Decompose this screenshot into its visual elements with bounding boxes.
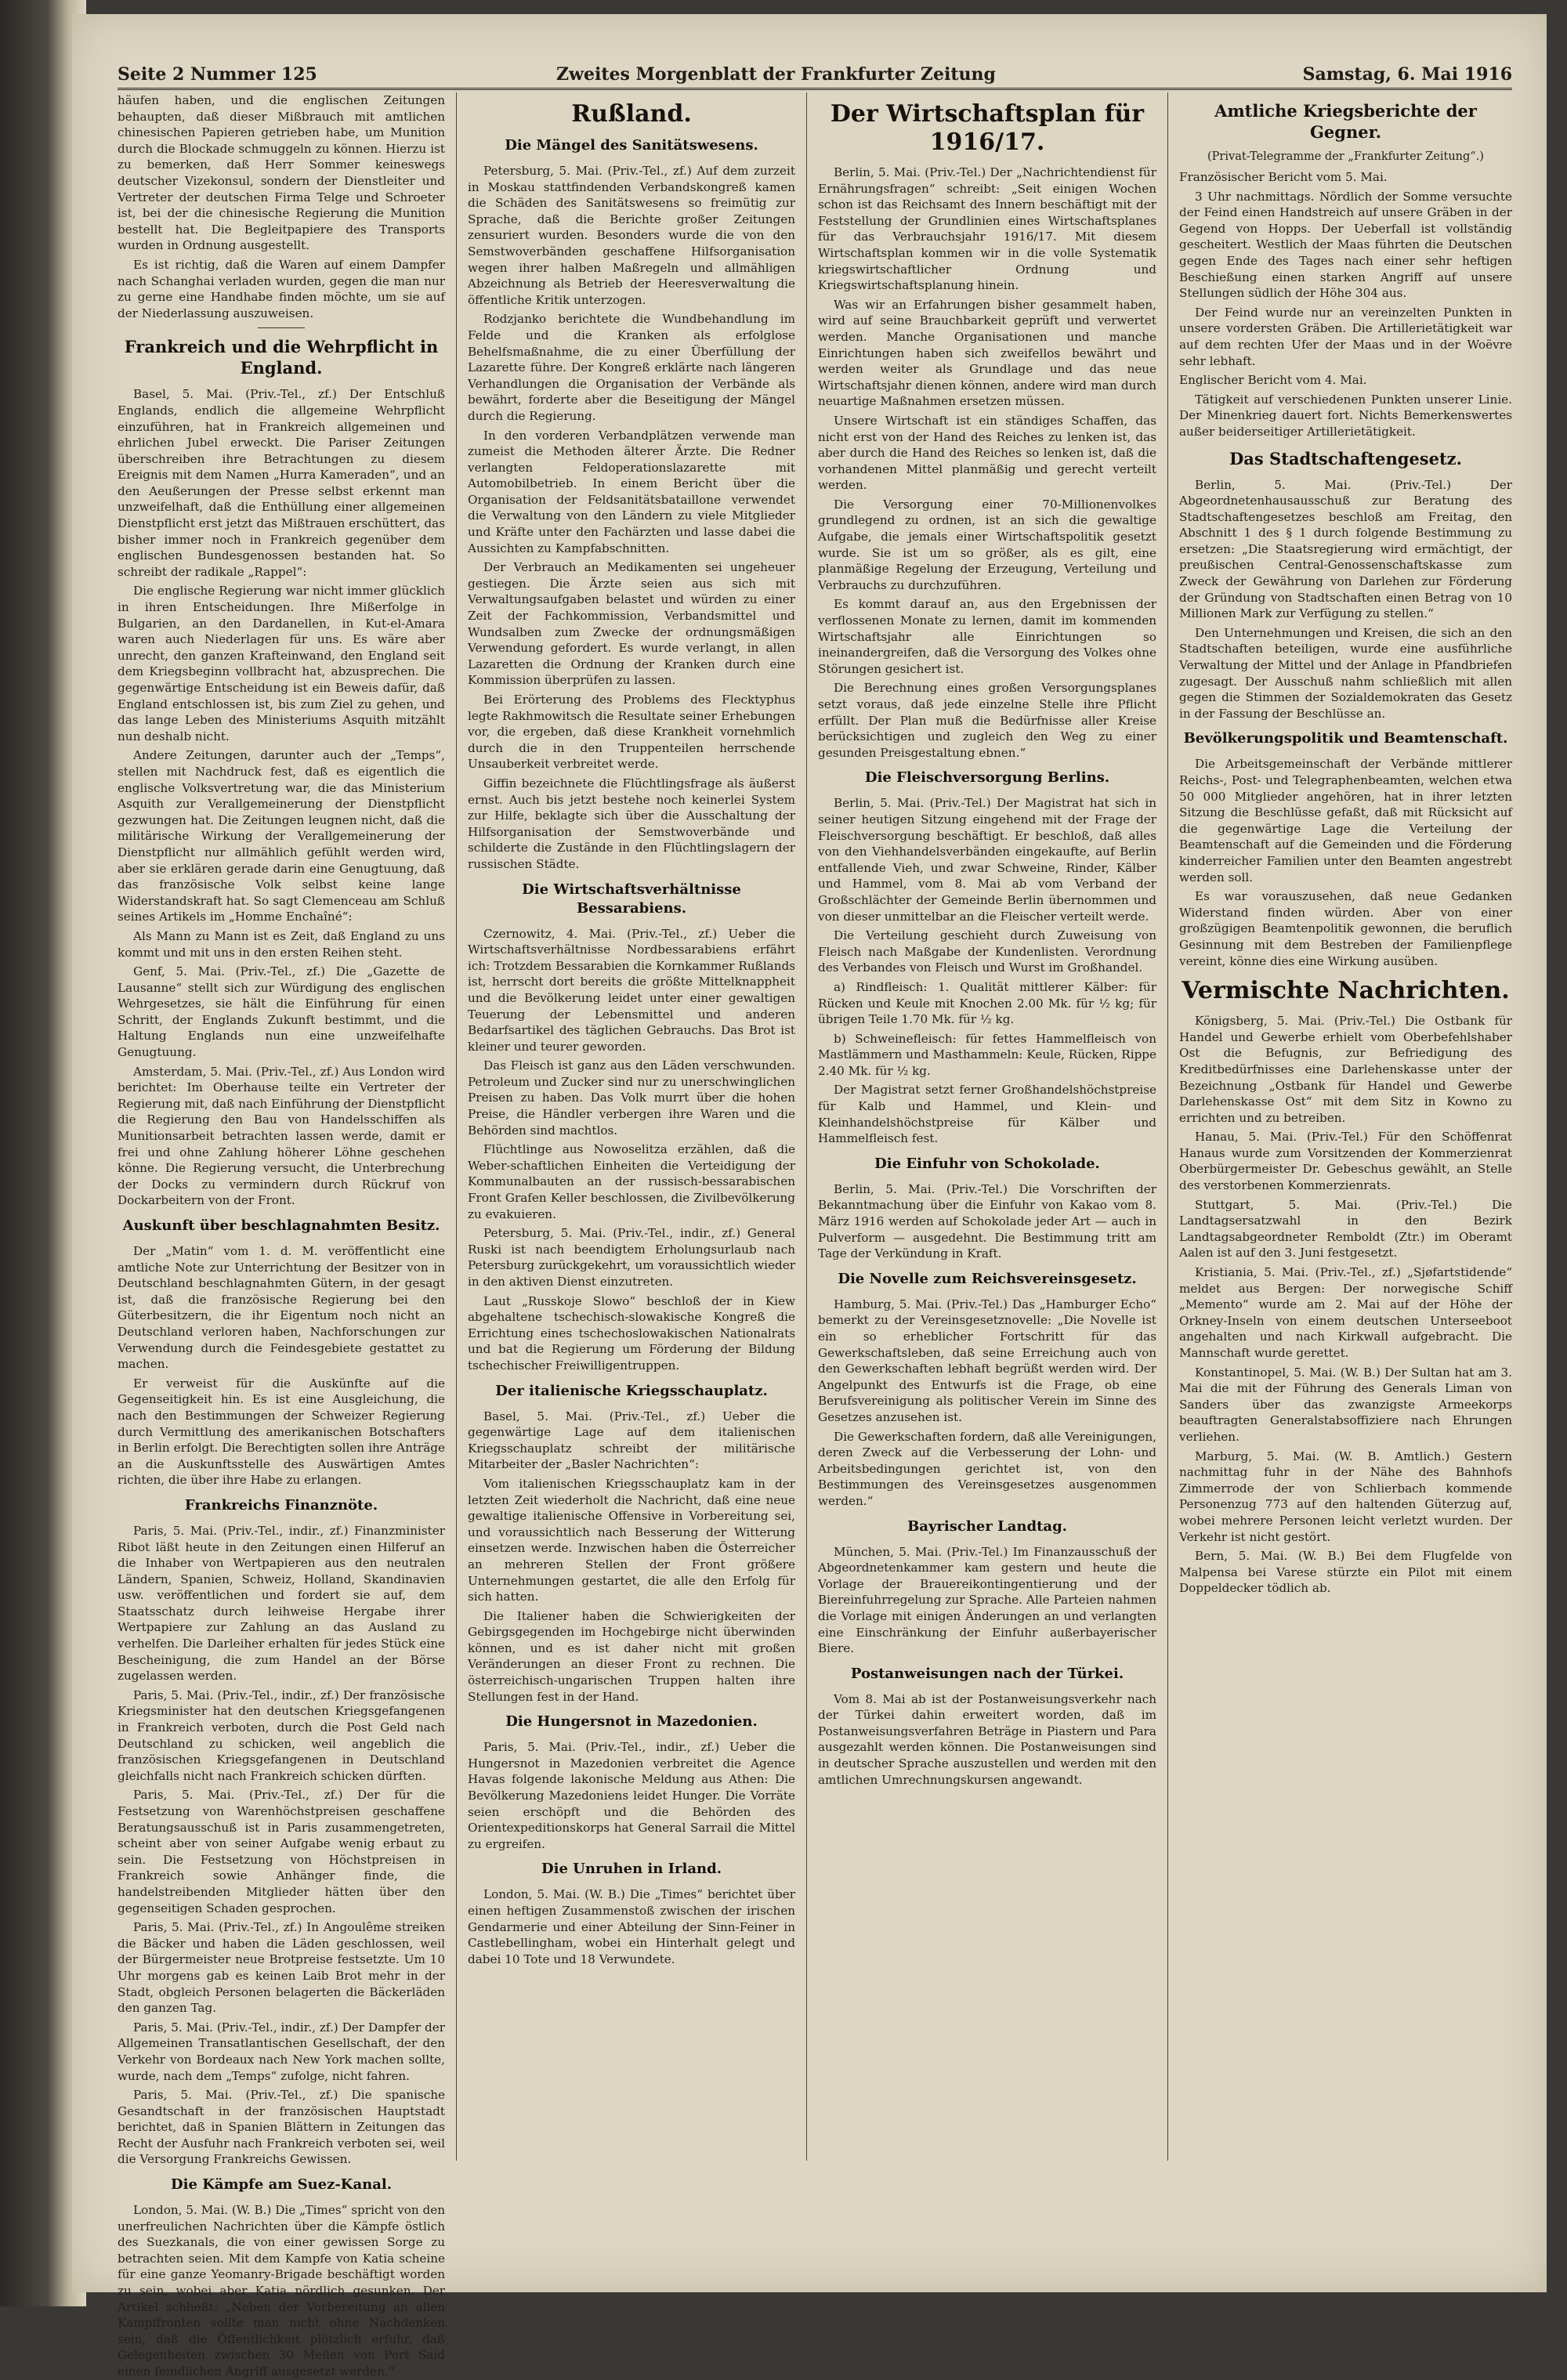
article-paragraph: a) Rindfleisch: 1. Qualität mittlerer Kälber: für Rücken und Keule mit Knochen 2.00 Mk. für ½ kg; für übrigen Teile 1.70 Mk. für ½ kg. xyxy=(818,979,1156,1027)
article-paragraph: b) Schweinefleisch: für fettes Hammelfleisch von Mastlämmern und Masthammeln: Keule, Rücken, Rippe 2.40 Mk. für ½ kg. xyxy=(818,1031,1156,1078)
article-paragraph: Hamburg, 5. Mai. (Priv.-Tel.) Das „Hamburger Echo“ bemerkt zu der Vereinsgesetznovelle: „Die Novelle ist ein so erheblicher Fortschritt für das Gewerkschaftsleben, daß seine Erreichung auch von den Gewerkschaften lebhaft begrüßt werden wird. Der Angelpunkt des Entwurfs ist die Frage, ob eine Berufsvereinigung als politischer Verein im Sinne des Gesetzes anzusehen ist. xyxy=(818,1297,1156,1424)
article-headline: Frankreichs Finanznöte. xyxy=(184,1496,378,1514)
article-paragraph: Die englische Regierung war nicht immer glücklich in ihren Entscheidungen. Ihre Mißerfolge in Bulgarien, an den Dardanellen, in Kut-el-Amara waren auch Niederlagen für uns. Es wäre aber unrecht, den ganzen Krafteinwand, den England seit dem Kriegsbeginn vollbracht hat, abzusprechen. Die gegenwärtige Entscheidung ist ein Beweis dafür, daß England entschlossen ist, bis zum Ziel zu gehen, und das lange Leben des Ministeriums Asquith mitzählt nun deshalb nicht. xyxy=(118,584,445,743)
article-paragraph: Giffin bezeichnete die Flüchtlingsfrage als äußerst ernst. Auch bis jetzt bestehe noch keinerlei System zur Hilfe, beklagte sich über die Ausschaltung der Hilfsorganisation der Semstwoverbände und schilderte die Zustände in den Flüchtlingslagern der russischen Städte. xyxy=(468,776,795,871)
article-paragraph: Es kommt darauf an, aus den Ergebnissen der verflossenen Monate zu lernen, damit im kommenden Wirtschaftsjahr alle Einrichtungen so ineinandergreifen, daß die Versorgung des Volkes ohne Störungen gesichert ist. xyxy=(818,597,1156,676)
article-paragraph: Flüchtlinge aus Nowoselitza erzählen, daß die Weber-schaftlichen Einheiten die Verteidigung der Kommunalbauten an der russisch-bessarabischen Front Grafen Keller beschlossen, die Zivilbevölkerung zu evakuieren. xyxy=(468,1142,795,1221)
article-paragraph: Vom italienischen Kriegsschauplatz kam in der letzten Zeit wiederholt die Nachricht, daß eine neue gewaltige italienische Offensive in Vorbereitung sei, und voraussichtlich nach Besserung der Witterung einsetzen werde. Inzwischen haben die Österreicher an mehreren Stellen der Front größere Unternehmungen gestartet, die alle den Erfolg für sich hatten. xyxy=(468,1476,795,1604)
article-paragraph: Die Gewerkschaften fordern, daß alle Vereinigungen, deren Zweck auf die Verbesserung der Lohn- und Arbeitsbedingungen gerichtet ist, von den Bestimmungen des Vereinsgesetzes ausgenommen werden.“ xyxy=(818,1429,1156,1508)
article-paragraph: häufen haben, und die englischen Zeitungen behaupten, daß dieser Mißbrauch mit amtlichen chinesischen Papieren getrieben habe, um Munition durch die Blockade schmuggeln zu können. Hierzu ist zu bemerken, daß Herr Sommer keineswegs deutscher Vizekonsul, sondern der Dienstleiter und Vertreter der deutschen Firma Telge und Schroeter ist, bei der die chinesische Regierung die Munition bestellt hat. Die Begleitpapiere des Transports wurden in Ordnung ausgestellt. xyxy=(118,93,445,253)
section-headline: Vermischte Nachrichten. xyxy=(1182,977,1510,1005)
article-paragraph: Die Italiener haben die Schwierigkeiten der Gebirgsgegenden im Hochgebirge nicht überwinden können, und es ist daher nicht mit großen Veränderungen an dieser Front zu rechnen. Die österreichisch-ungarischen Truppen halten ihre Stellungen fest in der Hand. xyxy=(468,1608,795,1704)
article-paragraph: Kristiania, 5. Mai. (Priv.-Tel., zf.) „Sjøfartstidende“ meldet aus Bergen: Der norwegische Schiff „Memento“ wurde am 2. Mai auf der Höhe der Orkney-Inseln von einem deutschen Unterseeboot angehalten und nach Kirkwall aufgebracht. Die Mannschaft wurde gerettet. xyxy=(1179,1265,1512,1360)
article-paragraph: Königsberg, 5. Mai. (Priv.-Tel.) Die Ostbank für Handel und Gewerbe erhielt vom Oberbefehlshaber Ost die Befugnis, zur Befriedigung des Kreditbedürfnisses eine Darlehenskasse unter der Bezeichnung „Ostbank für Handel und Gewerbe Darlehenskasse Ost“ mit dem Sitz in Kowno zu errichten und zu betreiben. xyxy=(1179,1014,1512,1125)
article-paragraph: Paris, 5. Mai. (Priv.-Tel., indir., zf.) Der französische Kriegsminister hat den deutschen Kriegsgefangenen in Frankreich verboten, durch die Post Geld nach Deutschland zu schicken, weil angeblich die französischen Kriegsgefangenen in Deutschland gleichfalls nicht nach Frankreich schicken dürften. xyxy=(118,1687,445,1783)
article-paragraph: Paris, 5. Mai. (Priv.-Tel., zf.) Die spanische Gesandtschaft in der französischen Hauptstadt berichtet, daß in Spanien Blättern in Zeitungen das Recht der Ausfuhr nach Frankreich verboten sei, weil die Versorgung Frankreichs Gewissen. xyxy=(118,2088,445,2167)
article-headline: Auskunft über beschlagnahmten Besitz. xyxy=(122,1217,440,1234)
article-paragraph: Der Magistrat setzt ferner Großhandelshöchstpreise für Kalb und Hammel, und Klein- und Kleinhandelshöchstpreise für Kälber und Hammelfleisch fest. xyxy=(818,1083,1156,1146)
article-headline: Die Wirtschaftsverhältnisse Bessarabiens. xyxy=(522,881,741,917)
article-paragraph: Die Versorgung einer 70-Millionenvolkes grundlegend zu ordnen, ist an sich die gewaltige Aufgabe, die jemals einer Wirtschaftspolitik gesetzt wurde. Sie ist um so größer, als es gilt, eine planmäßige Regelung der Erzeugung, Verteilung und Verbrauchs zu durchzuführen. xyxy=(818,497,1156,592)
article-headline: Die Einfuhr von Schokolade. xyxy=(874,1155,1100,1172)
article-paragraph: Laut „Russkoje Slowo“ beschloß der in Kiew abgehaltene tschechisch-slowakische Kongreß die Errichtung eines tschechoslowakischen Nationalrats und bat die Regierung um Förderung der Bildung tschechischer Freiwilligentruppen. xyxy=(468,1293,795,1373)
article-paragraph: Andere Zeitungen, darunter auch der „Temps“, stellen mit Nachdruck fest, daß es eigentlich die englische Volksvertretung war, die das Ministerium Asquith zur Verallgemeinerung der Dienstpflicht gezwungen hat. Die Zeitungen leugnen nicht, daß die militärische Wirkung der Verallgemeinerung der Dienstpflicht nur allmählich gefühlt werden wird, aber sie erklären gerade darin eine Genugtuung, daß das französische Volk selbst keine lange Widerstandskraft hat. So sagt Clemenceau am Schluß seines Artikels im „Homme Enchaîné“: xyxy=(118,748,445,924)
article-paragraph: Die Arbeitsgemeinschaft der Verbände mittlerer Reichs-, Post- und Telegraphenbeamten, welchen etwa 50 000 Mitglieder angehören, hat in ihrer letzten Sitzung die Beschlüsse gefaßt, daß mit Rücksicht auf die gegenwärtige Lage die Verteilung der Beamtenschaft auf die Gemeinden und die Förderung kinderreicher Familien unter den Beamten angestrebt werden soll. xyxy=(1179,757,1512,884)
article-paragraph: Der „Matin“ vom 1. d. M. veröffentlicht eine amtliche Note zur Unterrichtung der Besitzer von in Deutschland beschlagnahmten Gütern, in der gesagt ist, daß die französische Regierung bei den Güterbesitzern, die ihr Eigentum noch nicht an Deutschland verloren haben, Nachforschungen zur Verwendung durch die Feindesgebiete gestattet zu machen. xyxy=(118,1244,445,1372)
article-paragraph: Berlin, 5. Mai. (Priv.-Tel.) Die Vorschriften der Bekanntmachung über die Einfuhr von Kakao vom 8. März 1916 werden auf Schokolade jeder Art — auch in Pulverform — ausgedehnt. Die Bestimmung tritt am Tage der Verkündung in Kraft. xyxy=(818,1181,1156,1261)
article-paragraph: Stuttgart, 5. Mai. (Priv.-Tel.) Die Landtagsersatzwahl in den Bezirk Landtagsabgeordneter Remboldt (Ztr.) im Oberamt Aalen ist auf den 3. Juni festgesetzt. xyxy=(1179,1197,1512,1261)
article-headline: Postanweisungen nach der Türkei. xyxy=(850,1665,1124,1682)
article-headline: Die Novelle zum Reichsvereinsgesetz. xyxy=(838,1270,1137,1287)
report-label: Französischer Bericht vom 5. Mai. xyxy=(1179,170,1388,184)
article-paragraph: Rodzjanko berichtete die Wundbehandlung im Felde und die Kranken als erfolglose Behelfsmaßnahme, die zu einer Überfüllung der Lazarette führe. Der Kongreß erklärte nach längeren Verhandlungen die Organisation der Verbände als bewährt, forderte aber die Beseitigung der Mängel durch die Regierung. xyxy=(468,312,795,423)
page-date: Samstag, 6. Mai 1916 xyxy=(1302,64,1512,85)
section-headline: Rußland. xyxy=(571,100,692,128)
article-paragraph: Konstantinopel, 5. Mai. (W. B.) Der Sultan hat am 3. Mai die mit der Führung des Generals Liman von Sanders über das zwanzigste Armeekorps beauftragten Generalstabsoffiziere nach Ehrungen verliehen. xyxy=(1179,1365,1512,1444)
article-paragraph: Paris, 5. Mai. (Priv.-Tel., zf.) Der für die Festsetzung von Warenhöchstpreisen geschaffene Beratungsausschuß ist in Paris zusammengetreten, scheint aber von seiner Aufgabe wenig erbaut zu sein. Die Festsetzung von Höchstpreisen in Frankreich sowie Anhänger finde, die handelstreibenden Mitglieder hätten über den gegenseitigen Schaden gesprochen. xyxy=(118,1788,445,1915)
article-paragraph: Das Fleisch ist ganz aus den Läden verschwunden. Petroleum und Zucker sind nur zu unerschwinglichen Preisen zu haben. Das Volk murrt über die hohen Preise, die Händler verbergen ihre Waren und die Behörden sind machtlos. xyxy=(468,1058,795,1138)
section-subline: (Privat-Telegramme der „Frankfurter Zeitung“.) xyxy=(1207,150,1484,163)
article-paragraph: Es ist richtig, daß die Waren auf einem Dampfer nach Schanghai verladen wurden, gegen die man nur zu gerne eine Handhabe finden möchte, um sie auf der Niederlassung auszuweisen. xyxy=(118,257,445,320)
article-paragraph: Marburg, 5. Mai. (W. B. Amtlich.) Gestern nachmittag fuhr in der Nähe des Bahnhofs Zimmerrode der von Schlierbach kommende Personenzug 773 auf den haltenden Güterzug auf, wobei mehrere Personen leicht verletzt wurden. Der Verkehr ist nicht gestört. xyxy=(1179,1449,1512,1544)
article-paragraph: Bern, 5. Mai. (W. B.) Bei dem Flugfelde von Malpensa bei Varese stürzte ein Pilot mit einem Doppeldecker tödlich ab. xyxy=(1179,1549,1512,1596)
page-masthead xyxy=(118,61,1512,90)
column-4 xyxy=(1179,92,1512,2161)
column-rule xyxy=(806,92,807,2161)
article-paragraph: Basel, 5. Mai. (Priv.-Tel., zf.) Ueber die gegenwärtige Lage auf dem italienischen Kriegsschauplatz schreibt der militärische Mitarbeiter der „Basler Nachrichten“: xyxy=(468,1409,795,1472)
article-headline: Die Mängel des Sanitätswesens. xyxy=(505,137,758,154)
article-paragraph: Der Verbrauch an Medikamenten sei ungeheuer gestiegen. Die Ärzte seien aus sich mit Verwaltungsaufgaben belastet und würden zu einer Zeit der Fachkommission, Verbandsmittel und Wundsalben zum Zwecke der ordnungsmäßigen Verwendung gefordert. Es wurde verlangt, in allen Lazaretten die Ordnung der Kranken durch eine Kommission überprüfen zu lassen. xyxy=(468,560,795,688)
article-paragraph: Petersburg, 5. Mai. (Priv.-Tel., zf.) Auf dem zurzeit in Moskau stattfindenden Verbandskongreß kamen die Schäden des Sanitätswesens so freimütig zur Sprache, daß die Berichte großer Zeitungen zensuriert wurden. Besonders wurde die von den Semstwoverbänden geschaffene Hilfsorganisation wegen ihrer halben Maßregeln und allmähligen Abzeichnung als Betrieb der Heeresverwaltung die öffentliche Kritik unterzogen. xyxy=(468,164,795,307)
report-label: Englischer Bericht vom 4. Mai. xyxy=(1179,373,1367,388)
article-paragraph: Bei Erörterung des Problems des Flecktyphus legte Rakhmowitsch die Resultate seiner Erhebungen vor, die ergeben, daß diese Krankheit vornehmlich durch die in den Truppenteilen herrschende Unsauberkeit verbreitet werde. xyxy=(468,693,795,772)
article-paragraph: Den Unternehmungen und Kreisen, die sich an den Stadtschaften beteiligen, wurde eine ausführliche Verwaltung der Mittel und der Anlage in Pfandbriefen zugesagt. Der Ausschuß nahm schließlich mit allen gegen die Stimmen der Sozialdemokraten das Gesetz in der Fassung der Beschlüsse an. xyxy=(1179,625,1512,721)
article-headline: Die Unruhen in Irland. xyxy=(541,1861,722,1878)
article-paragraph: Die Berechnung eines großen Versorgungsplanes setzt voraus, daß jede einzelne Stelle ihre Pflicht erfüllt. Der Plan muß die Bedürfnisse aller Kreise berücksichtigen und zugleich den Weg zu einer gesunden Preisgestaltung ebnen.“ xyxy=(818,681,1156,760)
column-rule xyxy=(456,92,457,2161)
article-paragraph: München, 5. Mai. (Priv.-Tel.) Im Finanzausschuß der Abgeordnetenkammer kam gestern und heute die Vorlage der Brauereikontingentierung und der Biereinfuhrregelung zur Sprache. Alle Parteien nahmen die Vorlage mit einigen Änderungen an und verlangten eine Einschränkung der Einfuhr außerbayerischer Biere. xyxy=(818,1544,1156,1656)
newspaper-edition-title: Zweites Morgenblatt der Frankfurter Zeitung xyxy=(556,64,996,85)
article-paragraph: Paris, 5. Mai. (Priv.-Tel., zf.) In Angoulême streiken die Bäcker und haben die Läden geschlossen, weil der Bürgermeister neue Brotpreise festsetzte. Um 10 Uhr morgens gab es keinen Laib Brot mehr in der Stadt, obgleich Personen belagerten die Bäckerläden den ganzen Tag. xyxy=(118,1920,445,2016)
article-paragraph: Die Verteilung geschieht durch Zuweisung von Fleisch nach Maßgabe der Kundenlisten. Verordnung des Verbandes von Fleisch und Wurst im Großhandel. xyxy=(818,928,1156,975)
column-2 xyxy=(468,92,795,2161)
article-paragraph: Was wir an Erfahrungen bisher gesammelt haben, wird auf seine Brauchbarkeit geprüft und verwertet werden. Manche Organisationen und manche Einrichtungen haben sich zweifellos bewährt und werden weiter als Grundlage und das neue Wirtschaftsjahr dienen können, andere wird man durch neuartige Maßnahmen ersetzen müssen. xyxy=(818,297,1156,409)
article-headline: Bevölkerungspolitik und Beamtenschaft. xyxy=(1183,730,1508,747)
column-rule xyxy=(1167,92,1168,2161)
article-paragraph: Vom 8. Mai ab ist der Postanweisungsverkehr nach der Türkei dahin erweitert worden, daß im Postanweisungsverfahren Beträge in Piastern und Para ausgezahlt werden können. Die Postanweisungen sind in deutscher Sprache auszustellen und werden mit den amtlichen Umrechnungskursen angewandt. xyxy=(818,1691,1156,1787)
article-headline: Der italienische Kriegsschauplatz. xyxy=(495,1382,768,1399)
article-paragraph: In den vorderen Verbandplätzen verwende man zumeist die Methoden älterer Ärzte. Die Redner verlangten Feldoperationslazarette mit Automobilbetrieb. In einem Bericht über die Organisation der Feldsanitätsbataillone verwendet die Verwaltung von den Ländern zu viele Mitglieder und Kräfte unter den Fachärzten und lasse dabei die Aussichten zu Kampfabschnitten. xyxy=(468,428,795,555)
article-paragraph: Berlin, 5. Mai. (Priv.-Tel.) Der Abgeordnetenhausausschuß zur Beratung des Stadtschaftengesetzes beschloß am Freitag, den Abschnitt 1 des § 1 durch folgende Bestimmung zu ersetzen: „Die Staatsregierung wird ermächtigt, der preußischen Central-Genossenschaftskasse zum Zweck der Gewährung von Darlehen zur Förderung der Gründung von Stadtschaften einen Betrag von 10 Millionen Mark zur Verfügung zu stellen.“ xyxy=(1179,477,1512,621)
column-1 xyxy=(118,92,445,2378)
article-paragraph: Der Feind wurde nur an vereinzelten Punkten in unsere vordersten Gräben. Die Artillerietätigkeit war auf dem rechten Ufer der Maas und in der Woëvre sehr lebhaft. xyxy=(1179,305,1512,368)
article-paragraph: Amsterdam, 5. Mai. (Priv.-Tel., zf.) Aus London wird berichtet: Im Oberhause teilte ein Vertreter der Regierung mit, daß nach Einführung der Dienstpflicht die Regierung den Bau von Handelsschiffen als Munitionsarbeit betrachten lassen werde, damit er frei und ohne Zahlung höherer Löhne geschehen könne. Die Regierung versucht, die Unterbrechung der Docks zu vermindern durch Rückruf von Dockarbeitern von der Front. xyxy=(118,1064,445,1208)
article-paragraph: Es war vorauszusehen, daß neue Gedanken Widerstand finden würden. Aber von einer großzügigen Beamtenpolitik gewonnen, die beruflich Gesinnung mit dem Bestreben der Familienpflege vereint, könne dies eine Wirkung ausüben. xyxy=(1179,889,1512,968)
article-paragraph: Czernowitz, 4. Mai. (Priv.-Tel., zf.) Ueber die Wirtschaftsverhältnisse Nordbessarabiens erfährt ich: Trotzdem Bessarabien die Kornkammer Rußlands ist, herrscht dort bereits die größte Mittelknappheit und die Bevölkerung leidet unter einer gewaltigen Teuerung der Lebensmittel und anderen Bedarfsartikel des täglichen Gebrauchs. Das Brot ist kleiner und teurer geworden. xyxy=(468,926,795,1054)
article-headline: Frankreich und die Wehrpflicht in England. xyxy=(124,337,439,378)
section-headline: Amtliche Kriegsberichte der Gegner. xyxy=(1214,101,1477,142)
article-paragraph: Unsere Wirtschaft ist ein ständiges Schaffen, das nicht erst von der Hand des Reiches zu lenken ist, das aber durch die Hand des Reiches so lenken ist, daß die vorhandenen Mittel planmäßig und gerecht verteilt werden. xyxy=(818,413,1156,493)
page-number: Seite 2 Nummer 125 xyxy=(118,64,317,85)
article-paragraph: Genf, 5. Mai. (Priv.-Tel., zf.) Die „Gazette de Lausanne“ stellt sich zur Würdigung des englischen Wehrgesetzes, sie hält die Einführung für einen Schritt, der Englands Zukunft bestimmt, und die Haltung Englands nun eine unzweifelhafte Genugtuung. xyxy=(118,964,445,1060)
article-paragraph: Petersburg, 5. Mai. (Priv.-Tel., indir., zf.) General Ruski ist nach beendigtem Erholungsurlaub nach Petersburg zurückgekehrt, um voraussichtlich wieder in den aktiven Dienst einzutreten. xyxy=(468,1226,795,1289)
article-paragraph: 3 Uhr nachmittags. Nördlich der Somme versuchte der Feind einen Handstreich auf unsere Gräben in der Gegend von Hopps. Der Ueberfall ist vollständig gescheitert. Westlich der Maas führten die Deutschen gegen Ende des Tages nach einer sehr heftigen Beschießung einen starken Angriff auf unsere Stellungen südlich der Höhe 304 aus. xyxy=(1179,189,1512,301)
article-paragraph: Berlin, 5. Mai. (Priv.-Tel.) Der Magistrat hat sich in seiner heutigen Sitzung eingehend mit der Frage der Fleischversorgung beschäftigt. Er beschloß, daß alles von den Viehhandelsverbänden eingekaufte, auf Berlin entfallende Vieh, und zwar Schweine, Rinder, Kälber und Hammel, vom 8. Mai ab vom Verband der Großschlächter der Gemeinde Berlin übernommen und von dieser unmittelbar an die Fleischer verteilt werde. xyxy=(818,796,1156,924)
article-paragraph: Tätigkeit auf verschiedenen Punkten unserer Linie. Der Minenkrieg dauert fort. Nichts Bemerkenswertes außer beiderseitiger Artillerietätigkeit. xyxy=(1179,392,1512,439)
article-paragraph: Berlin, 5. Mai. (Priv.-Tel.) Der „Nachrichtendienst für Ernährungsfragen“ schreibt: „Seit einigen Wochen schon ist das Reichsamt des Innern beschäftigt mit der Feststellung der Grundlinien eines Wirtschaftsplanes für das Verbrauchsjahr 1916/17. Mit diesem Wirtschaftsplan kommen wir in die volle Systematik kriegswirtschaftlicher Ordnung und Kriegswirtschaftsplanung hinein. xyxy=(818,165,1156,293)
section-headline: Der Wirtschaftsplan für 1916/17. xyxy=(830,100,1145,156)
article-paragraph: Er verweist für die Auskünfte auf die Gegenseitigkeit hin. Es ist eine Ausgleichung, die nach den Bestimmungen der Schweizer Regierung durch Vermittlung des amerikanischen Botschafters in Berlin erfolgt. Die Berechtigten sollen ihre Anträge an die Auskunftsstelle des Auswärtigen Amtes richten, die über ihre Habe zu erlangen. xyxy=(118,1376,445,1488)
article-headline: Die Kämpfe am Suez-Kanal. xyxy=(171,2176,392,2194)
article-headline: Das Stadtschaftengesetz. xyxy=(1229,448,1462,468)
article-paragraph: Hanau, 5. Mai. (Priv.-Tel.) Für den Schöffenrat Hanaus wurde zum Vorsitzenden der Kommerzienrat Oberbürgermeister Dr. Gebeschus gewählt, an Stelle des verstorbenen Kommerzienrats. xyxy=(1179,1130,1512,1193)
article-headline: Die Hungersnot in Mazedonien. xyxy=(505,1713,758,1731)
article-headline: Die Fleischversorgung Berlins. xyxy=(864,769,1110,787)
article-paragraph: London, 5. Mai. (W. B.) Die „Times“ berichtet über einen heftigen Zusammenstoß zwischen der irischen Gendarmerie und einer Abteilung der Sinn-Feiner in Castlebellingham, wobei ein Hinterhalt gelegt und dabei 10 Tote und 18 Verwundete. xyxy=(468,1887,795,1966)
divider xyxy=(258,327,305,328)
article-paragraph: Paris, 5. Mai. (Priv.-Tel., indir., zf.) Ueber die Hungersnot in Mazedonien verbreitet die Agence Havas folgende lakonische Meldung aus Athen: Die Bevölkerung Mazedoniens leidet Hunger. Die Vorräte seien erschöpft und die Behörden des Orientexpeditionskorps hat General Sarrail die Mittel zu ergreifen. xyxy=(468,1740,795,1851)
article-paragraph: Basel, 5. Mai. (Priv.-Tel., zf.) Der Entschluß Englands, endlich die allgemeine Wehrpflicht einzuführen, hat in Frankreich allgemeinen und ehrlichen Jubel erweckt. Die Pariser Zeitungen überschreiben ihre Betrachtungen zu diesem Ereignis mit dem Namen „Hurra Kameraden“, und an den Aeußerungen der Presse selbst erkennt man unzweifelhaft, daß die Enthüllung einer allgemeinen Dienstpflicht erst jetzt das Mißtrauen erschüttert, das bisher immer noch in Frankreich gegenüber dem englischen Bundesgenossen bestanden hat. So schreibt der radikale „Rappel“: xyxy=(118,387,445,579)
column-3 xyxy=(818,92,1156,2161)
article-paragraph: Paris, 5. Mai. (Priv.-Tel., indir., zf.) Der Dampfer der Allgemeinen Transatlantischen Gesellschaft, der den Verkehr von Bordeaux nach New York machen sollte, wurde, nach dem „Temps“ zufolge, nicht fahren. xyxy=(118,2020,445,2083)
article-paragraph: Als Mann zu Mann ist es Zeit, daß England zu uns kommt und mit uns in den ersten Reihen steht. xyxy=(118,928,445,960)
article-paragraph: Paris, 5. Mai. (Priv.-Tel., indir., zf.) Finanzminister Ribot läßt heute in den Zeitungen einen Hilferuf an die Inhaber von Wertpapieren aus den neutralen Ländern, Spanien, Schweiz, Holland, Skandinavien usw. veröffentlichen und fordert sie auf, dem Staatsschatz durch leihweise Hergabe ihrer Wertpapiere zur Zahlung an das Ausland zu verhelfen. Die Darleiher erhalten für jedes Stück eine Bescheinigung, die zum Handel an der Börse zugelassen werden. xyxy=(118,1523,445,1684)
article-headline: Bayrischer Landtag. xyxy=(907,1517,1067,1535)
article-paragraph: London, 5. Mai. (W. B.) Die „Times“ spricht von den unerfreulichen Nachrichten über die Kämpfe östlich des Suezkanals, die von einer gewissen Sorge zu betrachten seien. Mit dem Kampfe von Katia scheine für eine ganze Yeomanry-Brigade beschäftigt worden zu sein, wobei aber Katia nördlich gesunken. Der Artikel schließt: „Neben der Vorbereitung an allen Kampffronten sollte man nicht ohne Nachdenken sein, daß die Öffentlichkeit plötzlich erfuhr, daß Gelegenheiten zwischen 30 Meilen von Port Said einen feindlichen Angriff ausgesetzt werden.“ xyxy=(118,2203,445,2378)
